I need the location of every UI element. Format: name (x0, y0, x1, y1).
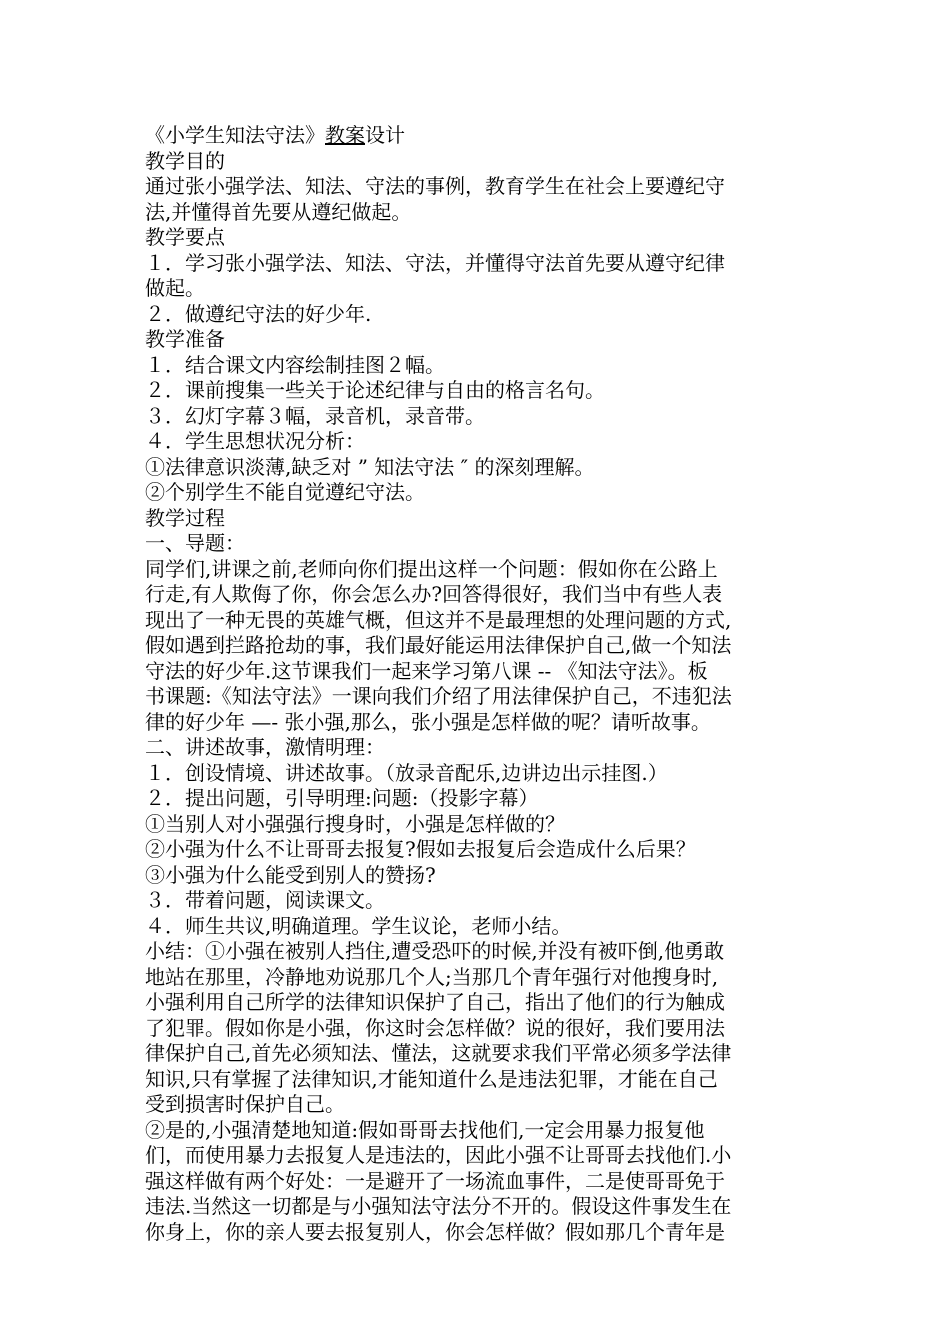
text-line: ２．课前搜集一些关于论述纪律与自由的格言名句。 (145, 378, 605, 402)
text-line: 假如遇到拦路抢劫的事，我们最好能运用法律保护自己,做一个知法 (145, 633, 732, 657)
text-line: ②是的,小强清楚地知道:假如哥哥去找他们,一定会用暴力报复他 (145, 1117, 705, 1142)
text-line: 们，而使用暴力去报复人是违法的，因此小强不让哥哥去找他们.小 (145, 1143, 732, 1167)
document-lines (145, 149, 810, 1246)
text-line: 受到损害时保护自己。 (145, 1092, 345, 1116)
text-line: １．创设情境、讲述故事。（放录音配乐,边讲边出示挂图.） (145, 760, 668, 785)
text-line: １．学习张小强学法、知法、守法，并懂得守法首先要从遵守纪律 (145, 250, 725, 275)
text-line: 现出了一种无畏的英雄气概，但这并不是最理想的处理问题的方式, (145, 607, 732, 632)
document-title (145, 123, 810, 149)
text-line: 教学要点 (145, 225, 225, 249)
text-line: 教学过程 (145, 505, 225, 530)
text-line: 做起。 (145, 276, 205, 300)
text-line: 律的好少年 —- 张小强,那么，张小强是怎样做的呢？请听故事。 (145, 709, 711, 734)
text-line: 知识,只有掌握了法律知识,才能知道什么是违法犯罪，才能在自己 (145, 1066, 718, 1091)
text-line: 同学们,讲课之前,老师向你们提出这样一个问题：假如你在公路上 (145, 556, 718, 581)
text-line: ①法律意识淡薄,缺乏对 ” 知法守法 ″ 的深刻理解。 (145, 454, 595, 479)
text-line: 了犯罪。假如你是小强，你这时会怎样做？说的很好，我们要用法 (145, 1015, 725, 1040)
text-line: 通过张小强学法、知法、守法的事例，教育学生在社会上要遵纪守 (145, 174, 725, 198)
text-line: ③小强为什么能受到别人的赞扬? (145, 862, 436, 887)
text-line: ４．学生思想状况分析： (145, 429, 365, 453)
text-line: １．结合课文内容绘制挂图２幅。 (145, 352, 445, 377)
text-line: 地站在那里，冷静地劝说那几个人;当那几个青年强行对他搜身时, (145, 964, 719, 989)
text-line: ３．带着问题，阅读课文。 (145, 888, 385, 912)
text-line: ２．做遵纪守法的好少年. (145, 301, 372, 326)
text-line: 二、讲述故事，激情明理： (145, 735, 385, 759)
title-suffix: 设计 (365, 123, 405, 147)
text-line: 违法.当然这一切都是与小强知法守法分不开的。假设这件事发生在 (145, 1194, 732, 1218)
text-line: ②小强为什么不让哥哥去报复?假如去报复后会造成什么后果？ (145, 837, 696, 861)
text-line: 小结：①小强在被别人挡住,遭受恐吓的时候,并没有被吓倒,他勇敢 (145, 939, 725, 963)
text-line: 法,并懂得首先要从遵纪做起。 (145, 199, 412, 224)
text-line: ４．师生共议,明确道理。学生议论，老师小结。 (145, 913, 572, 938)
text-line: 书课题:《知法守法》一课向我们介绍了用法律保护自己，不违犯法 (145, 684, 732, 708)
text-line: 一、导题： (145, 531, 245, 555)
text-line: 你身上，你的亲人要去报复别人，你会怎样做？假如那几个青年是 (145, 1219, 725, 1244)
document-body (145, 123, 810, 1245)
text-line: 行走,有人欺侮了你，你会怎么办?回答得很好，我们当中有些人表 (145, 582, 723, 606)
title-link-jiaoan[interactable]: 教案 (325, 123, 365, 147)
text-line: 律保护自己,首先必须知法、懂法，这就要求我们平常必须多学法律 (145, 1041, 732, 1065)
text-line: 强这样做有两个好处：一是避开了一场流血事件，二是使哥哥免于 (145, 1168, 725, 1193)
text-line: ３．幻灯字幕３幅，录音机，录音带。 (145, 403, 485, 428)
text-line: ２．提出问题，引导明理:问题:（投影字幕） (145, 786, 539, 810)
text-line: ①当别人对小强强行搜身时，小强是怎样做的？ (145, 811, 565, 836)
text-line: ②个别学生不能自觉遵纪守法。 (145, 480, 425, 504)
text-line: 小强利用自己所学的法律知识保护了自己，指出了他们的行为触成 (145, 990, 725, 1014)
title-prefix: 《小学生知法守法》 (145, 123, 325, 147)
text-line: 教学目的 (145, 148, 225, 173)
text-line: 守法的好少年.这节课我们一起来学习第八课 -- 《知法守法》。板 (145, 658, 708, 683)
text-line: 教学准备 (145, 327, 225, 351)
